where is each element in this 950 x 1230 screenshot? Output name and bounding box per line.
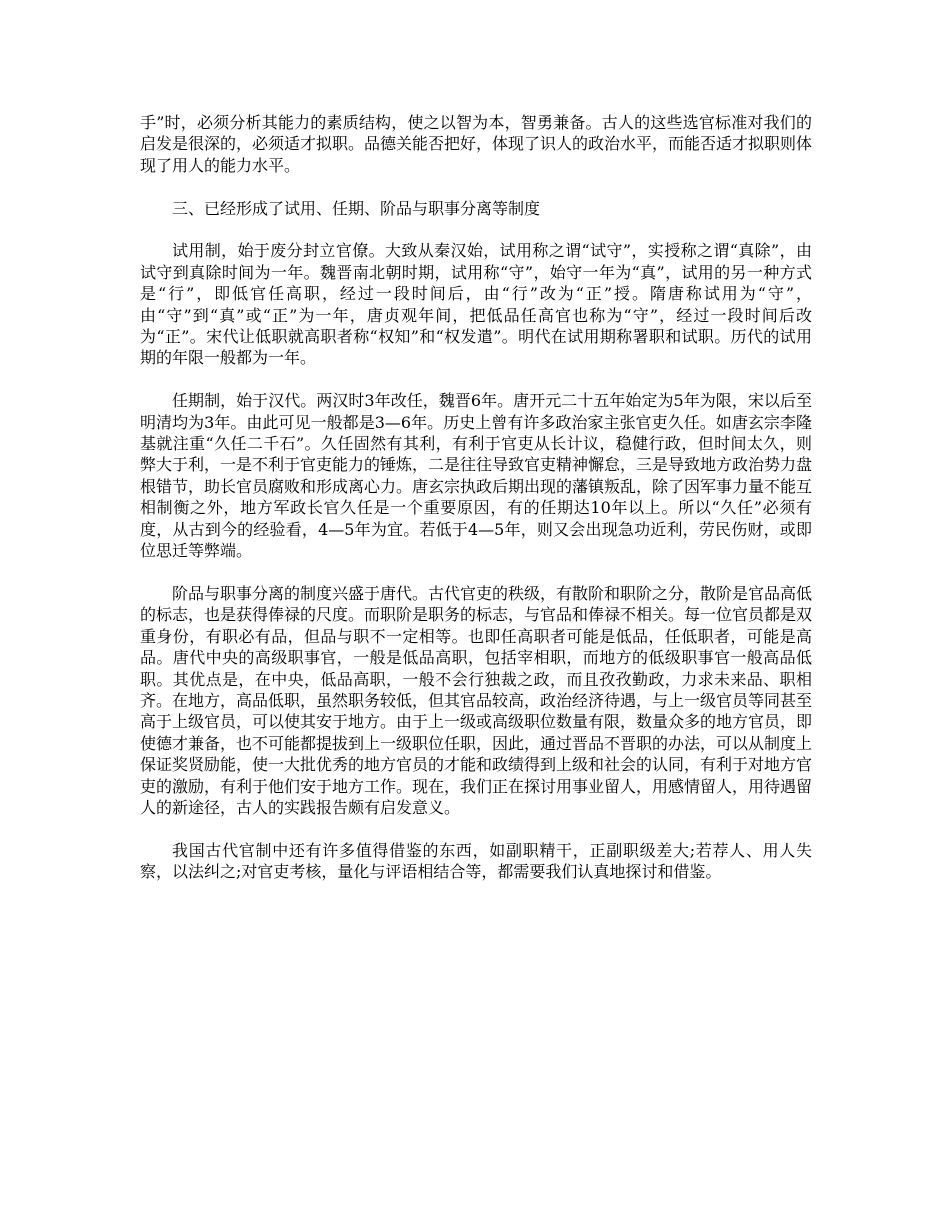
section-heading: 三、已经形成了试用、任期、阶品与职事分离等制度 xyxy=(172,198,541,218)
paragraph-intro-continuation: 手”时，必须分析其能力的素质结构，使之以智为本，智勇兼备。古人的这些选官标准对我们的启发是很深的，必须适才拟职。品德关能否把好，体现了识人的政治水平，而能否适才拟职则体现了用人的能力水平。 xyxy=(140,113,813,175)
paragraph-conclusion: 我国古代官制中还有许多值得借鉴的东西，如副职精干，正副职级差大;若荐人、用人失察，以法纠之;对官吏考核，量化与评语相结合等，都需要我们认真地探讨和借鉴。 xyxy=(140,840,812,882)
paragraph-trial-system: 试用制，始于废分封立官僚。大致从秦汉始，试用称之谓“试守”，实授称之谓“真除”，由试守到真除时间为一年。魏晋南北朝时期，试用称“守”，始守一年为“真”，试用的另一种方式是“行”，即低官任高职，经过一段时间后，由“行”改为“正”授。隋唐称试用为“守”，由“守”到“真”或“正”为一年，唐贞观年间，把低品任高官也称为“守”，经过一段时间后改为“正”。宋代让低职就高职者称“权知”和“权发遣”。明代在试用期称署职和试职。历代的试用期的年限一般都为一年。 xyxy=(140,241,812,368)
document-page xyxy=(140,112,812,904)
paragraph-term-system: 任期制，始于汉代。两汉时3年改任，魏晋6年。唐开元二十五年始定为5年为限，宋以后至明清均为3年。由此可见一般都是3—6年。历史上曾有许多政治家主张官吏久任。如唐玄宗李隆基就注重“久任二千石”。久任固然有其利，有利于官吏从长计议，稳健行政，但时间太久，则弊大于利，一是不利于官吏能力的锤炼，二是往往导致官吏精神懈怠，三是导致地方政治势力盘根错节，助长官员腐败和形成离心力。唐玄宗执政后期出现的藩镇叛乱，除了因军事力量不能互相制衡之外，地方军政长官久任是一个重要原因，有的任期达10年以上。所以“久任”必须有度，从古到今的经验看，4—5年为宜。若低于4—5年，则又会出现急功近利，劳民伤财，或即位思迁等弊端。 xyxy=(140,391,813,561)
paragraph-rank-separation: 阶品与职事分离的制度兴盛于唐代。古代官吏的秩级，有散阶和职阶之分，散阶是官品高低的标志，也是获得俸禄的尺度。而职阶是职务的标志，与官品和俸禄不相关。每一位官员都是双重身份，有职必有品，但品与职不一定相等。也即任高职者可能是低品，任低职者，可能是高品。唐代中央的高级职事官，一般是低品高职，包括宰相职，而地方的低级职事官一般高品低职。其优点是，在中央，低品高职，一般不会行独裁之政，而且孜孜勤政，力求未来品、职相齐。在地方，高品低职，虽然职务较低，但其官品较高，政治经济待遇，与上一级官员等同甚至高于上级官员，可以使其安于地方。由于上一级或高级职位数量有限，数量众多的地方官员，即使德才兼备，也不可能都提拔到上一级职位任职，因此，通过晋品不晋职的办法，可以从制度上保证奖贤励能，使一大批优秀的地方官员的才能和政绩得到上级和社会的认同，有利于对地方官吏的激励，有利于他们安于地方工作。现在，我们正在探讨用事业留人，用感情留人，用待遇留人的新途径，古人的实践报告颇有启发意义。 xyxy=(140,583,813,817)
